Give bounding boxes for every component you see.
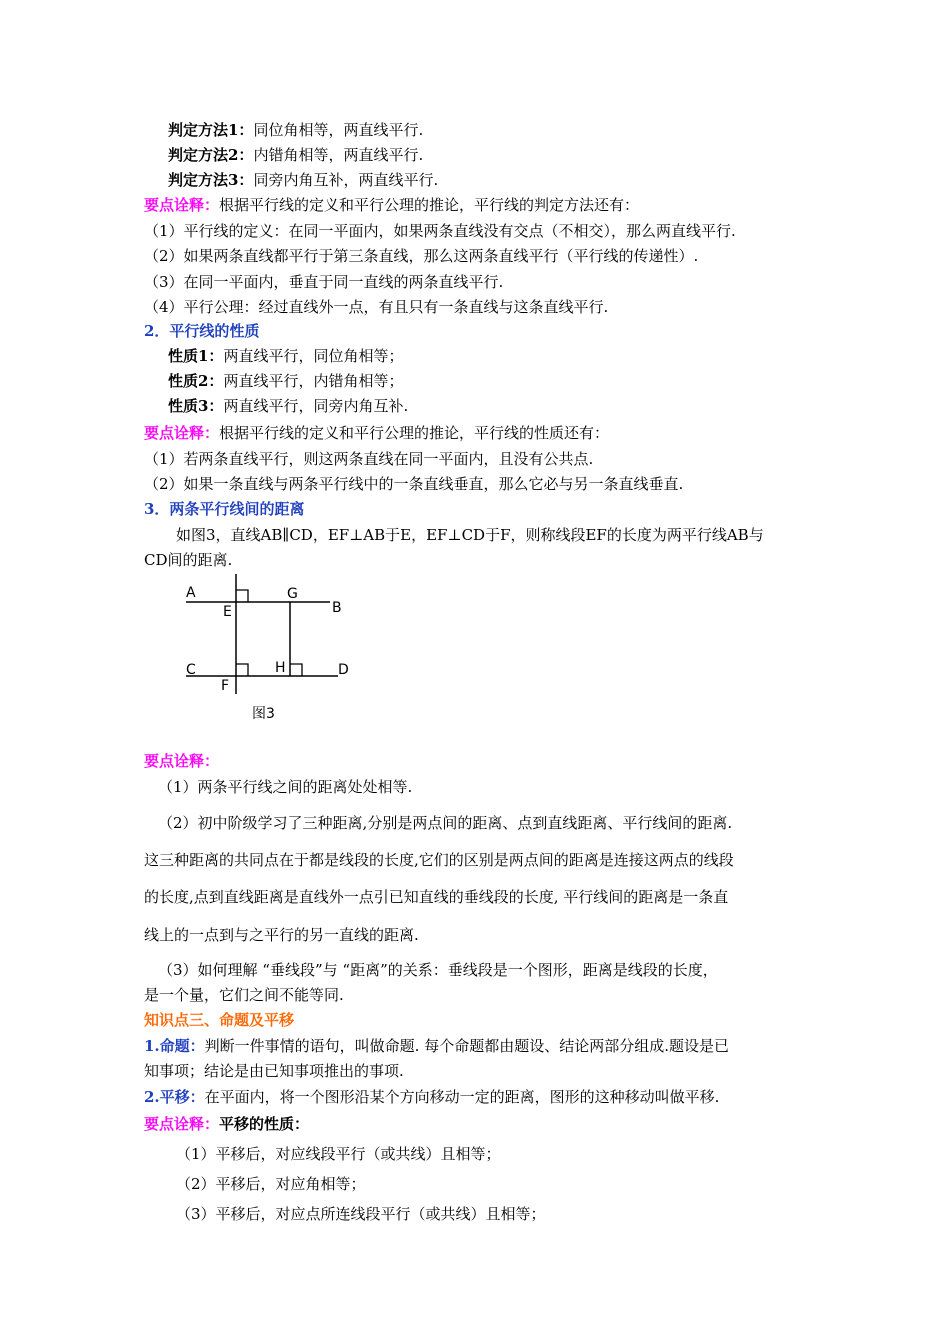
note-3-item-3-line1: （3）如何理解 “垂线段”与 “距离”的关系：垂线段是一个图形，距离是线段的长度， bbox=[158, 961, 718, 979]
property-2 bbox=[168, 371, 403, 391]
note-1 bbox=[144, 195, 639, 215]
section-3-para-line2: CD间的距离. bbox=[144, 551, 233, 569]
note-label: 要点诠释： bbox=[144, 1115, 220, 1133]
proposition-text: 判断一件事情的语句，叫做命题. 每个命题都由题设、结论两部分组成.题设是已 bbox=[204, 1037, 729, 1055]
note-3-item-2-line3: 的长度,点到直线距离是直线外一点引已知直线的垂线段的长度, 平行线间的距离是一条直 bbox=[144, 888, 729, 906]
note-text: 根据平行线的定义和平行公理的推论，平行线的性质还有： bbox=[219, 424, 610, 442]
note-2 bbox=[144, 423, 609, 443]
section-2-title: 2．平行线的性质 bbox=[144, 322, 260, 340]
note-3-item-1: （1）两条平行线之间的距离处处相等. bbox=[158, 778, 413, 796]
label-d: D bbox=[338, 662, 349, 678]
note-2-item: （1）若两条直线平行，则这两条直线在同一平面内，且没有公共点. bbox=[144, 450, 594, 468]
property-label: 性质2： bbox=[168, 372, 224, 390]
right-angle-mark-h bbox=[290, 664, 302, 676]
note-3-item-2-line1: （2）初中阶级学习了三种距离,分别是两点间的距离、点到直线距离、平行线间的距离. bbox=[158, 814, 733, 832]
note-label: 要点诠释： bbox=[144, 424, 220, 442]
property-label: 性质1： bbox=[168, 347, 224, 365]
translation-property: （3）平移后，对应点所连线段平行（或共线）且相等； bbox=[176, 1205, 546, 1223]
note-2-item: （2）如果一条直线与两条平行线中的一条直线垂直，那么它必与另一条直线垂直. bbox=[144, 475, 684, 493]
label-c: C bbox=[186, 662, 196, 678]
label-e: E bbox=[223, 604, 232, 620]
figure-3 bbox=[180, 572, 360, 724]
proposition-def-line1 bbox=[144, 1036, 729, 1056]
method-label: 判定方法2： bbox=[168, 146, 254, 164]
translation-property: （2）平移后，对应角相等； bbox=[176, 1175, 366, 1193]
property-text: 两直线平行，同位角相等； bbox=[223, 347, 404, 365]
note-text: 平移的性质： bbox=[219, 1115, 310, 1133]
note-text: 根据平行线的定义和平行公理的推论，平行线的判定方法还有： bbox=[219, 196, 640, 214]
note-label: 要点诠释： bbox=[144, 196, 220, 214]
label-a: A bbox=[186, 585, 196, 601]
translation-def bbox=[144, 1087, 719, 1107]
method-3 bbox=[168, 170, 438, 190]
label-f: F bbox=[221, 678, 230, 694]
label-g: G bbox=[287, 586, 298, 602]
section-3-para-line1: 如图3，直线AB∥CD，EF⊥AB于E，EF⊥CD于F，则称线段EF的长度为两平行线AB与 bbox=[176, 526, 764, 544]
note-1-item: （2）如果两条直线都平行于第三条直线，那么这两条直线平行（平行线的传递性）. bbox=[144, 247, 699, 265]
right-angle-mark-f bbox=[236, 664, 248, 676]
property-3 bbox=[168, 396, 408, 416]
method-text: 同位角相等，两直线平行. bbox=[253, 121, 424, 139]
note-3-item-2-line2: 这三种距离的共同点在于都是线段的长度,它们的区别是两点间的距离是连接这两点的线段 bbox=[144, 851, 734, 869]
translation-label: 2.平移： bbox=[144, 1088, 205, 1106]
note-1-item: （3）在同一平面内，垂直于同一直线的两条直线平行. bbox=[144, 273, 504, 291]
label-h: H bbox=[275, 660, 286, 676]
translation-text: 在平面内，将一个图形沿某个方向移动一定的距离，图形的这种移动叫做平移. bbox=[204, 1088, 720, 1106]
figure-caption: 图3 bbox=[252, 706, 275, 722]
translation-property: （1）平移后，对应线段平行（或共线）且相等； bbox=[176, 1145, 501, 1163]
right-angle-mark-e bbox=[236, 590, 248, 602]
method-text: 内错角相等，两直线平行. bbox=[253, 146, 424, 164]
note-1-item: （4）平行公理：经过直线外一点，有且只有一条直线与这条直线平行. bbox=[144, 298, 609, 316]
method-label: 判定方法1： bbox=[168, 121, 254, 139]
property-label: 性质3： bbox=[168, 397, 224, 415]
note-3-item-3-line2: 是一个量，它们之间不能等同. bbox=[144, 986, 344, 1004]
method-2 bbox=[168, 145, 423, 165]
label-b: B bbox=[332, 600, 342, 616]
note-4 bbox=[144, 1114, 309, 1134]
kp3-title: 知识点三、命题及平移 bbox=[144, 1011, 295, 1029]
method-label: 判定方法3： bbox=[168, 171, 254, 189]
note-1-item: （1）平行线的定义：在同一平面内，如果两条直线没有交点（不相交），那么两直线平行. bbox=[144, 222, 736, 240]
section-3-title: 3．两条平行线间的距离 bbox=[144, 500, 305, 518]
note-3-label: 要点诠释： bbox=[144, 752, 220, 770]
property-1 bbox=[168, 346, 403, 366]
proposition-label: 1.命题： bbox=[144, 1037, 205, 1055]
property-text: 两直线平行，同旁内角互补. bbox=[223, 397, 409, 415]
property-text: 两直线平行，内错角相等； bbox=[223, 372, 404, 390]
method-text: 同旁内角互补，两直线平行. bbox=[253, 171, 439, 189]
note-3-item-2-line4: 线上的一点到与之平行的另一直线的距离. bbox=[144, 926, 419, 944]
method-1 bbox=[168, 120, 423, 140]
proposition-def-line2: 知事项；结论是由已知事项推出的事项. bbox=[144, 1062, 404, 1080]
